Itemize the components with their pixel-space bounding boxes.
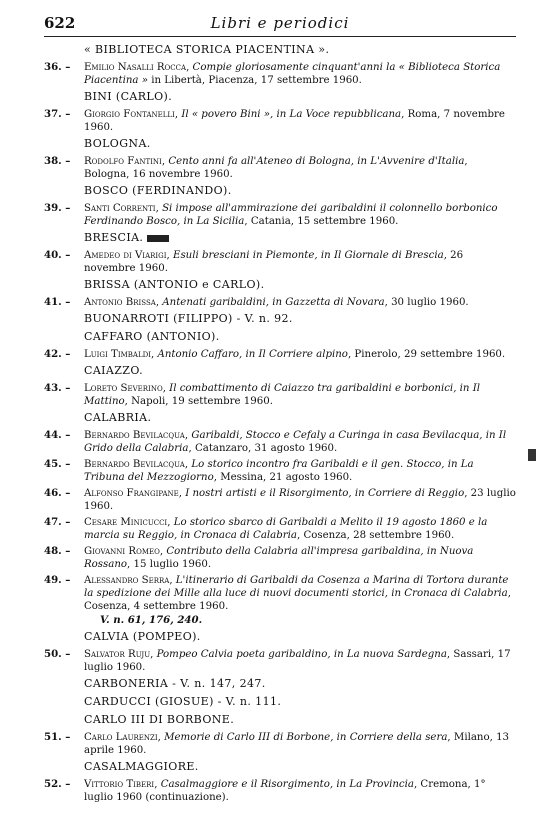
entry-number: 48. –	[44, 545, 71, 557]
entry-title: Contributo della Calabria all'impresa garibaldina, in Nuova Rossano	[84, 546, 474, 570]
bibliography-entry	[44, 516, 516, 542]
entry-number: 45. –	[44, 458, 71, 470]
dash-separator: ,	[184, 459, 192, 470]
dash-separator: ,	[150, 649, 157, 660]
entry-source: , Cremona, 1° luglio 1960 (continuazione).	[84, 779, 486, 803]
dash-separator: ,	[174, 109, 182, 120]
entry-number: 41. –	[44, 296, 71, 308]
section-heading: BOSCO (FERDINANDO).	[84, 184, 232, 197]
entry-author: Bernardo Bevilacqua	[84, 430, 185, 441]
entry-author: Rodolfo Fantini	[84, 156, 162, 167]
cross-reference: V. n. 61, 176, 240.	[100, 614, 203, 626]
running-title: Libri e periodici	[210, 14, 350, 32]
dash-separator: ,	[167, 517, 174, 528]
entry-source: , Catania, 15 settembre 1960.	[244, 216, 399, 227]
entry-source: , Roma, 7 novembre 1960.	[84, 109, 505, 133]
dash-separator: ,	[159, 546, 167, 557]
page-header	[44, 14, 516, 36]
section-heading: CARLO III DI BORBONE.	[84, 713, 235, 726]
dash-separator: ,	[169, 575, 176, 586]
section-heading: BUONARROTI (FILIPPO) - V. n. 92.	[84, 312, 293, 325]
entry-number: 42. –	[44, 348, 71, 360]
entry-title: Il combattimento di Caiazzo tra garibaldini e borbonici, in Il Mattino	[84, 383, 481, 407]
entry-number: 46. –	[44, 487, 71, 499]
bibliography-entry	[44, 574, 516, 613]
entry-source: , Cosenza, 28 settembre 1960.	[296, 530, 455, 541]
entry-title: Memorie di Carlo III di Borbone, in Corriere della sera	[164, 732, 448, 743]
bibliography-entry	[44, 648, 516, 674]
entry-number: 51. –	[44, 731, 71, 743]
dash-separator: ,	[161, 156, 169, 167]
bibliography-entry	[44, 545, 516, 571]
bibliography-entry	[44, 487, 516, 513]
entry-number: 39. –	[44, 202, 71, 214]
entry-title: Il « povero Bini », in La Voce repubblicana	[181, 109, 402, 120]
entry-author: Vittorio Tiberi	[84, 779, 155, 790]
entry-author: Alessandro Serra	[84, 575, 170, 586]
dash-separator: ,	[154, 779, 161, 790]
dash-separator: ,	[186, 62, 193, 73]
entry-number: 49. –	[44, 574, 71, 586]
entry-source: , Cosenza, 4 settembre 1960.	[84, 588, 511, 612]
entry-source: , Pinerolo, 29 settembre 1960.	[347, 349, 506, 360]
entry-source: , Sassari, 17 luglio 1960.	[84, 649, 511, 673]
entry-number: 40. –	[44, 249, 71, 261]
section-heading: CARBONERIA - V. n. 147, 247.	[84, 677, 266, 690]
entry-number: 38. –	[44, 155, 71, 167]
entry-number: 52. –	[44, 778, 71, 790]
entry-author: Carlo Laurenzi	[84, 732, 158, 743]
section-heading: CASALMAGGIORE.	[84, 760, 199, 773]
bibliography-entry	[44, 382, 516, 408]
section-heading: BOLOGNA.	[84, 137, 151, 150]
entry-title: Lo storico sbarco di Garibaldi a Melito il 19 agosto 1860 e la marcia su Reggio, in Cronaca di Calabria	[84, 517, 488, 541]
entry-title: I nostri artisti e il Risorgimento, in Corriere di Reggio	[185, 488, 465, 499]
entry-title: Lo storico incontro fra Garibaldi e il gen. Stocco, in La Tribuna del Mezzogiorno	[84, 459, 474, 483]
entry-author: Loreto Severino	[84, 383, 163, 394]
entry-title: Antonio Caffaro, in Il Corriere alpino	[157, 349, 348, 360]
entry-source: , 30 luglio 1960.	[384, 297, 469, 308]
section-heading: CALABRIA.	[84, 411, 152, 424]
entry-title: Esuli bresciani in Piemonte, in Il Giornale di Brescia	[173, 250, 444, 261]
bibliography-entry	[44, 202, 516, 228]
bibliography-entry	[44, 61, 516, 87]
dash-separator: ,	[184, 430, 192, 441]
bibliography-entry	[44, 458, 516, 484]
header-rule	[44, 36, 516, 37]
bibliography-entry	[44, 155, 516, 181]
dash-separator: ,	[155, 203, 163, 214]
bibliography-entry	[44, 429, 516, 455]
entry-number: 37. –	[44, 108, 71, 120]
bibliography-entry	[44, 348, 516, 361]
entry-source: , 23 luglio 1960.	[84, 488, 516, 512]
section-heading: CALVIA (POMPEO).	[84, 630, 201, 643]
entry-title: Si impose all'ammirazione dei garibaldini il colonnello borbonico Ferdinando Bosco, in La Sicilia	[84, 203, 498, 227]
section-heading: BRESCIA.	[84, 231, 144, 244]
page-number: 622	[44, 14, 76, 32]
bibliography-entry	[44, 249, 516, 275]
dash-separator: ,	[150, 349, 158, 360]
entry-author: Giorgio Fontanelli	[84, 109, 175, 120]
entry-source: , 26 novembre 1960.	[84, 250, 464, 274]
section-heading: « BIBLIOTECA STORICA PIACENTINA ».	[84, 43, 330, 56]
entry-author: Alfonso Frangipane	[84, 488, 179, 499]
entry-title: L'itinerario di Garibaldi da Cosenza a Marina di Tortora durante la spedizione dei Mille alla luce di nuovi documenti storici, in Cronaca di Calabria	[84, 575, 509, 599]
entry-title: Antenati garibaldini, in Gazzetta di Novara	[162, 297, 385, 308]
entry-author: Antonio Brissa	[84, 297, 156, 308]
entry-number: 50. –	[44, 648, 71, 660]
entry-title: Compie gloriosamente cinquant'anni la « Biblioteca Storica Piacentina »	[84, 62, 501, 86]
entry-number: 44. –	[44, 429, 71, 441]
dash-separator: ,	[162, 383, 170, 394]
entry-number: 43. –	[44, 382, 71, 394]
section-heading: CAIAZZO.	[84, 364, 144, 377]
entry-source: , 15 luglio 1960.	[127, 559, 212, 570]
entry-author: Amedeo di Viarigi	[84, 250, 167, 261]
entry-author: Giovanni Romeo	[84, 546, 160, 557]
bibliography-entry	[44, 296, 516, 309]
entry-author: Santi Correnti	[84, 203, 156, 214]
dash-separator: ,	[166, 250, 174, 261]
entry-title: Garibaldi, Stocco e Cefaly a Curinga in casa Bevilacqua, in Il Grido della Calabria	[84, 430, 507, 454]
entry-author: Cesare Minicucci	[84, 517, 168, 528]
entry-author: Bernardo Bevilacqua	[84, 459, 185, 470]
dash-separator: ,	[157, 732, 165, 743]
ink-blot	[147, 235, 169, 242]
dash-separator: ,	[155, 297, 163, 308]
entry-source: , Napoli, 19 settembre 1960.	[124, 396, 273, 407]
dash-separator: ,	[178, 488, 186, 499]
entry-source: in Libertà, Piacenza, 17 settembre 1960.	[147, 75, 362, 86]
entry-author: Luigi Timbaldi	[84, 349, 151, 360]
entry-number: 47. –	[44, 516, 71, 528]
bibliography-list	[44, 40, 516, 804]
section-heading: CAFFARO (ANTONIO).	[84, 330, 220, 343]
entry-title: Cento anni fa all'Ateneo di Bologna, in L'Avvenire d'Italia	[168, 156, 465, 167]
section-heading: CARDUCCI (GIOSUE) - V. n. 111.	[84, 695, 282, 708]
section-heading: BINI (CARLO).	[84, 90, 173, 103]
entry-title: Pompeo Calvia poeta garibaldino, in La nuova Sardegna	[156, 649, 447, 660]
entry-source: , Messina, 21 agosto 1960.	[213, 472, 353, 483]
entry-number: 36. –	[44, 61, 71, 73]
bibliography-entry	[44, 778, 516, 804]
entry-author: Salvator Ruju	[84, 649, 151, 660]
entry-source: , Milano, 13 aprile 1960.	[84, 732, 510, 756]
entry-title: Casalmaggiore e il Risorgimento, in La Provincia	[160, 779, 414, 790]
bibliography-entry	[44, 731, 516, 757]
section-heading: BRISSA (ANTONIO e CARLO).	[84, 278, 265, 291]
entry-author: Emilio Nasalli Rocca	[84, 62, 187, 73]
margin-mark	[528, 449, 536, 461]
bibliography-entry	[44, 108, 516, 134]
entry-source: , Bologna, 16 novembre 1960.	[84, 156, 468, 180]
entry-source: , Catanzaro, 31 agosto 1960.	[188, 443, 338, 454]
